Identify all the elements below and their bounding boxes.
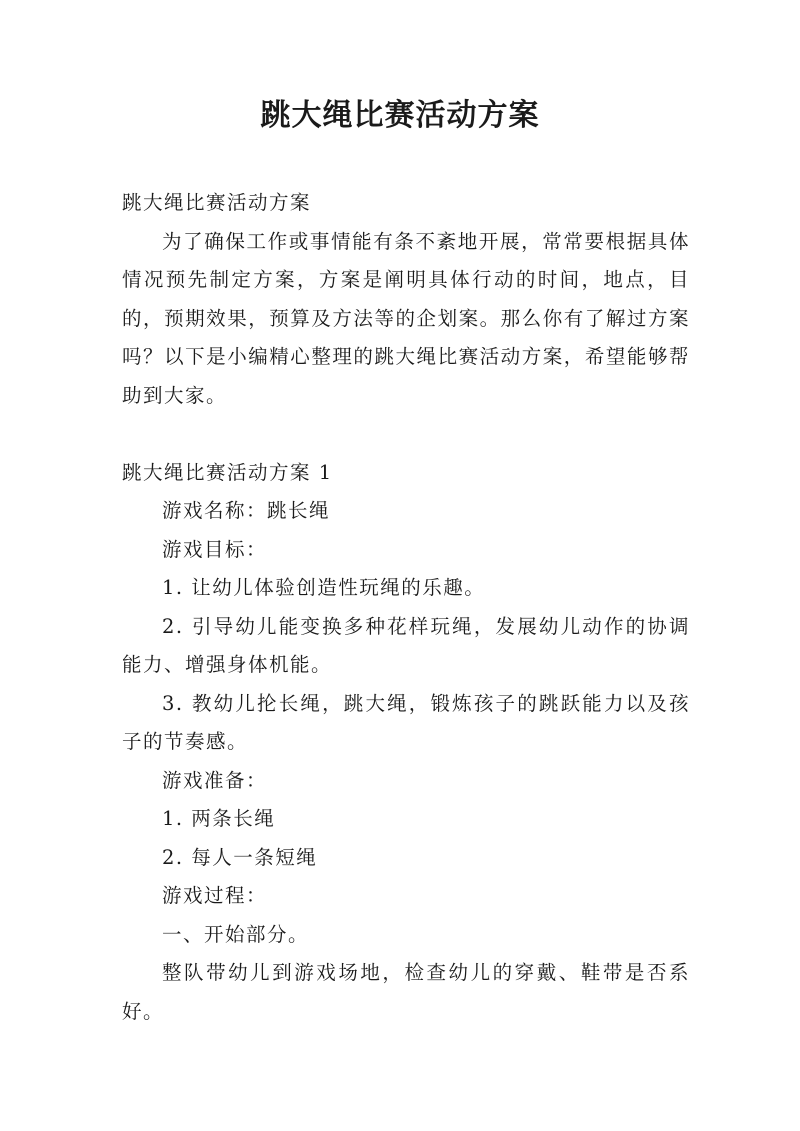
process-paragraph: 整队带幼儿到游戏场地，检查幼儿的穿戴、鞋带是否系好。 — [122, 961, 690, 1023]
goal-item-2: 2. 引导幼儿能变换多种花样玩绳，发展幼儿动作的协调能力、增强身体机能。 — [122, 614, 690, 676]
game-process-label: 游戏过程： — [162, 884, 268, 907]
game-prep-label: 游戏准备： — [162, 768, 268, 792]
process-part-heading: 一、开始部分。 — [162, 922, 310, 946]
intro-heading: 跳大绳比赛活动方案 — [122, 191, 312, 214]
section-spacer — [122, 415, 690, 454]
game-name-line: 游戏名称：跳长绳 — [162, 499, 331, 522]
goal-item-3: 3. 教幼儿抡长绳，跳大绳，锻炼孩子的跳跃能力以及孩子的节奏感。 — [122, 691, 690, 753]
section-heading: 跳大绳比赛活动方案 1 — [122, 460, 333, 484]
prep-item-1: 1. 两条长绳 — [162, 807, 276, 830]
goal-item-1: 1. 让幼儿体验创造性玩绳的乐趣。 — [162, 576, 486, 599]
document-title: 跳大绳比赛活动方案 — [260, 98, 540, 133]
intro-paragraph: 为了确保工作或事情能有条不紊地开展，常常要根据具体情况预先制定方案，方案是阐明具体行动的时间，地点，目的，预期效果，预算及方法等的企划案。那么你有了解过方案吗？以下是小编精心整理的跳大绳比赛活动方案，希望能够帮助到大家。 — [122, 229, 690, 407]
game-goal-label: 游戏目标： — [162, 537, 268, 561]
document-body — [122, 184, 690, 1031]
prep-item-2: 2. 每人一条短绳 — [162, 845, 318, 869]
